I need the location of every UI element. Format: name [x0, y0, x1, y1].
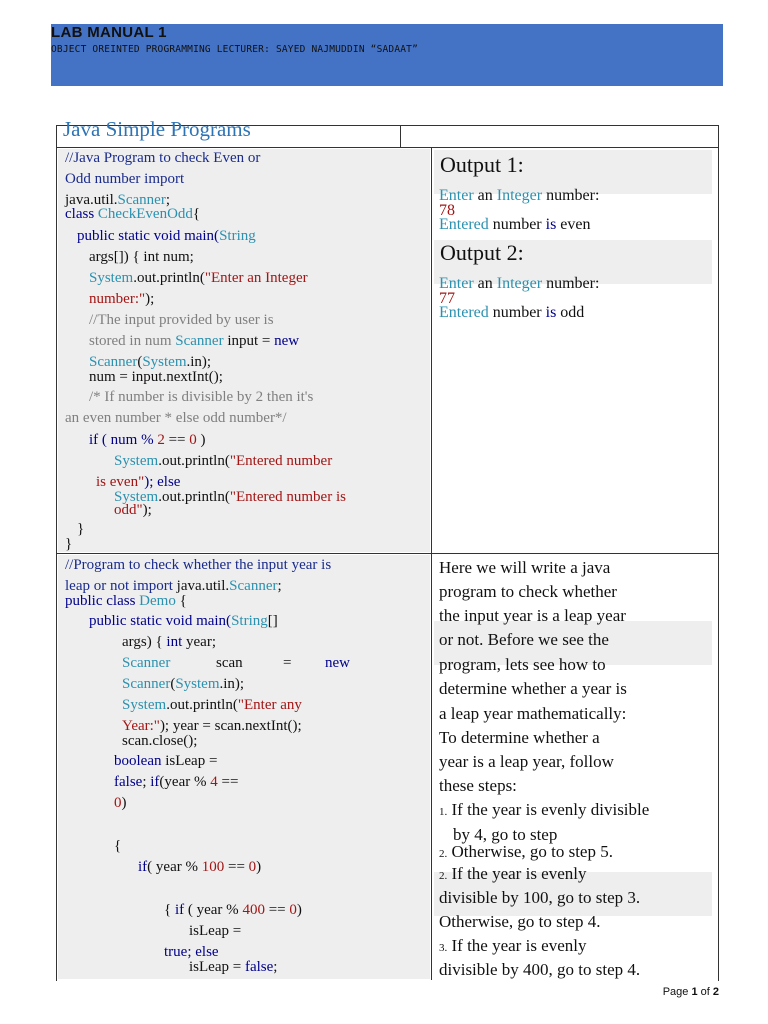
code-line: Odd number import — [65, 171, 185, 187]
code-line: public static void main(String — [77, 228, 256, 244]
output1-prompt: Enter an Integer number: — [439, 187, 600, 204]
code-line: isLeap = — [189, 923, 242, 939]
output2-prompt: Enter an Integer number: — [439, 275, 600, 292]
code-line: Year:"); year = scan.nextInt(); — [122, 718, 302, 734]
step-item: 1. If the year is evenly divisible — [439, 800, 650, 819]
output2-heading: Output 2: — [440, 240, 524, 265]
code-brace: { — [114, 838, 122, 854]
output2-result: Entered number is odd — [439, 304, 585, 321]
code-line: leap or not import java.util.Scanner; — [65, 578, 282, 594]
code-line: Scanner — [122, 655, 171, 671]
code-line: args[]) { int num; — [89, 249, 194, 265]
output1-value: 78 — [439, 202, 455, 219]
code-line: 0) — [114, 795, 127, 811]
code-line: args) { int year; — [122, 634, 216, 650]
output2-value: 77 — [439, 290, 455, 307]
step-item: 2. Otherwise, go to step 5. — [439, 842, 613, 861]
code-line: System.out.println("Entered number is — [114, 489, 346, 505]
page-number: Page 1 of 2 — [662, 986, 719, 998]
code-line: //Program to check whether the input year is — [65, 557, 332, 573]
code-line: stored in num Scanner input = new — [89, 333, 300, 349]
code-line: public static void main(String[] — [89, 613, 278, 629]
code-line: public class Demo { — [65, 593, 187, 609]
step-line: by 4, go to step — [453, 825, 558, 844]
step-item: 2. If the year is evenly — [439, 864, 587, 883]
code-line: true; else — [164, 944, 219, 960]
code-comment: //The input provided by user is — [89, 312, 274, 328]
para-line: To determine whether a — [439, 728, 600, 747]
code-line: System.out.println("Enter any — [122, 697, 302, 713]
para-line: program to check whether — [439, 582, 617, 601]
manual-subtitle: OBJECT OREINTED PROGRAMMING LECTURER: SAYED NAJMUDDIN “SADAAT” — [51, 44, 419, 55]
para-line: the input year is a leap year — [439, 606, 626, 625]
code-line: isLeap = false; — [189, 959, 278, 975]
row-divider — [56, 553, 718, 554]
para-line: determine whether a year is — [439, 679, 627, 698]
output1-heading: Output 1: — [440, 152, 524, 177]
code-line: number:"); — [89, 291, 155, 307]
output1-result: Entered number is even — [439, 216, 591, 233]
para-line: year is a leap year, follow — [439, 752, 614, 771]
code-line: false; if(year % 4 == — [114, 774, 239, 790]
code-line: class CheckEvenOdd{ — [65, 206, 201, 222]
code-token: scan — [216, 655, 243, 671]
code-brace: } — [65, 536, 73, 552]
column-divider — [431, 147, 432, 980]
para-line: a leap year mathematically: — [439, 704, 627, 723]
para-line: these steps: — [439, 776, 517, 795]
code-line: java.util.Scanner; — [65, 192, 170, 208]
code-line: Scanner(System.in); — [89, 354, 212, 370]
code-line: //Java Program to check Even or — [65, 150, 261, 166]
step-item: 3. If the year is evenly — [439, 936, 587, 955]
code-line: num = input.nextInt(); — [89, 369, 223, 385]
code-token: = — [283, 655, 292, 671]
step-line: Otherwise, go to step 4. — [439, 912, 601, 931]
code-line: scan.close(); — [122, 733, 198, 749]
code-comment: an even number * else odd number*/ — [65, 410, 287, 426]
manual-title: LAB MANUAL 1 — [51, 24, 167, 41]
code-line: if ( num % 2 == 0 ) — [89, 432, 206, 448]
section-title: Java Simple Programs — [63, 117, 251, 141]
code-token: new — [325, 655, 350, 671]
code-brace: } — [77, 521, 85, 537]
para-line: or not. Before we see the — [439, 630, 609, 649]
code-line: { if ( year % 400 == 0) — [164, 902, 302, 918]
para-line: Here we will write a java — [439, 558, 611, 577]
title-row-divider — [56, 147, 718, 148]
code-line: Scanner(System.in); — [122, 676, 245, 692]
para-line: program, lets see how to — [439, 655, 606, 674]
step-line: divisible by 100, go to step 3. — [439, 888, 641, 907]
code-line: odd"); — [114, 502, 152, 518]
title-row-split — [400, 125, 401, 147]
code-line: boolean isLeap = — [114, 753, 218, 769]
code-line: System.out.println("Enter an Integer — [89, 270, 308, 286]
step-line: divisible by 400, go to step 4. — [439, 960, 641, 979]
code-line: is even"); else — [96, 474, 181, 490]
code-line: System.out.println("Entered number — [114, 453, 333, 469]
header-banner — [51, 24, 723, 86]
code-comment: /* If number is divisible by 2 then it's — [89, 389, 314, 405]
code-line: if( year % 100 == 0) — [138, 859, 262, 875]
